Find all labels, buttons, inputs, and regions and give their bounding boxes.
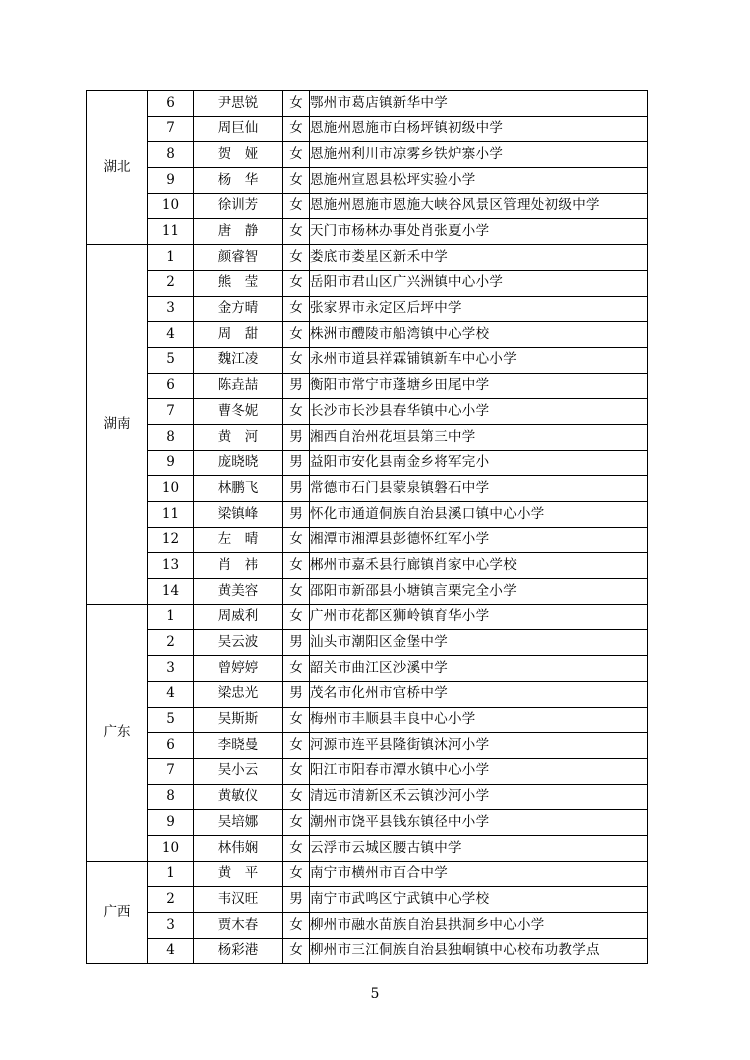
sex-cell: 女	[283, 347, 310, 373]
table-row	[87, 758, 648, 784]
school-cell: 梅州市丰顺县丰良中心小学	[310, 707, 648, 733]
school-cell: 茂名市化州市官桥中学	[310, 681, 648, 707]
school-cell: 南宁市横州市百合中学	[310, 861, 648, 887]
province-cell: 广东	[87, 604, 148, 861]
name-cell: 梁忠光	[194, 681, 283, 707]
sex-cell: 男	[283, 502, 310, 528]
table-row	[87, 553, 648, 579]
sex-cell: 女	[283, 270, 310, 296]
province-cell: 广西	[87, 861, 148, 964]
name-cell: 黄敏仪	[194, 784, 283, 810]
number-cell: 2	[148, 887, 194, 913]
number-cell: 7	[148, 758, 194, 784]
sex-cell: 女	[283, 733, 310, 759]
table-row	[87, 630, 648, 656]
school-cell: 云浮市云城区腰古镇中学	[310, 835, 648, 861]
school-cell: 恩施州恩施市恩施大峡谷风景区管理处初级中学	[310, 193, 648, 219]
number-cell: 4	[148, 938, 194, 964]
school-cell: 潮州市饶平县钱东镇径中小学	[310, 810, 648, 836]
page-number: 5	[370, 986, 380, 1002]
number-cell: 5	[148, 347, 194, 373]
sex-cell: 女	[283, 758, 310, 784]
table-row	[87, 938, 648, 964]
table-row	[87, 91, 648, 117]
school-cell: 鄂州市葛店镇新华中学	[310, 91, 648, 117]
number-cell: 5	[148, 707, 194, 733]
number-cell: 1	[148, 245, 194, 271]
table-row	[87, 527, 648, 553]
sex-cell: 男	[283, 424, 310, 450]
number-cell: 2	[148, 630, 194, 656]
name-cell: 韦汉旺	[194, 887, 283, 913]
school-cell: 韶关市曲江区沙溪中学	[310, 656, 648, 682]
sex-cell: 女	[283, 835, 310, 861]
name-cell: 徐训芳	[194, 193, 283, 219]
school-cell: 广州市花都区狮岭镇育华小学	[310, 604, 648, 630]
name-cell: 黄 平	[194, 861, 283, 887]
school-cell: 衡阳市常宁市蓬塘乡田尾中学	[310, 373, 648, 399]
school-cell: 天门市杨林办事处肖张夏小学	[310, 219, 648, 245]
school-cell: 清远市清新区禾云镇沙河小学	[310, 784, 648, 810]
school-cell: 张家界市永定区后坪中学	[310, 296, 648, 322]
school-cell: 柳州市融水苗族自治县拱洞乡中心小学	[310, 913, 648, 939]
number-cell: 3	[148, 656, 194, 682]
sex-cell: 男	[283, 681, 310, 707]
name-cell: 曾婷婷	[194, 656, 283, 682]
sex-cell: 女	[283, 296, 310, 322]
table-row	[87, 887, 648, 913]
school-cell: 恩施州宣恩县松坪实验小学	[310, 168, 648, 194]
sex-cell: 女	[283, 810, 310, 836]
sex-cell: 女	[283, 656, 310, 682]
name-cell: 吴培娜	[194, 810, 283, 836]
school-cell: 长沙市长沙县春华镇中心小学	[310, 399, 648, 425]
table-row	[87, 142, 648, 168]
sex-cell: 女	[283, 604, 310, 630]
table-row	[87, 347, 648, 373]
school-cell: 永州市道县祥霖铺镇新车中心小学	[310, 347, 648, 373]
name-cell: 林伟娴	[194, 835, 283, 861]
name-cell: 周巨仙	[194, 116, 283, 142]
table-row	[87, 784, 648, 810]
name-cell: 金方晴	[194, 296, 283, 322]
name-cell: 黄 河	[194, 424, 283, 450]
sex-cell: 女	[283, 219, 310, 245]
school-cell: 恩施州利川市凉雾乡铁炉寨小学	[310, 142, 648, 168]
sex-cell: 女	[283, 553, 310, 579]
table-row	[87, 245, 648, 271]
sex-cell: 女	[283, 142, 310, 168]
table-row	[87, 835, 648, 861]
table-row	[87, 373, 648, 399]
table-row	[87, 810, 648, 836]
number-cell: 8	[148, 142, 194, 168]
number-cell: 9	[148, 168, 194, 194]
table-row	[87, 733, 648, 759]
number-cell: 3	[148, 913, 194, 939]
name-cell: 杨彩港	[194, 938, 283, 964]
name-cell: 杨 华	[194, 168, 283, 194]
number-cell: 3	[148, 296, 194, 322]
number-cell: 7	[148, 116, 194, 142]
sex-cell: 女	[283, 579, 310, 605]
school-cell: 娄底市娄星区新禾中学	[310, 245, 648, 271]
school-cell: 柳州市三江侗族自治县独峒镇中心校布功教学点	[310, 938, 648, 964]
sex-cell: 女	[283, 784, 310, 810]
sex-cell: 女	[283, 168, 310, 194]
name-cell: 周 甜	[194, 322, 283, 348]
teacher-roster-table	[86, 90, 648, 964]
name-cell: 曹冬妮	[194, 399, 283, 425]
table-row	[87, 681, 648, 707]
sex-cell: 女	[283, 322, 310, 348]
table-row	[87, 579, 648, 605]
school-cell: 株洲市醴陵市船湾镇中心学校	[310, 322, 648, 348]
table-row	[87, 270, 648, 296]
number-cell: 6	[148, 373, 194, 399]
number-cell: 6	[148, 91, 194, 117]
sex-cell: 女	[283, 913, 310, 939]
sex-cell: 女	[283, 861, 310, 887]
sex-cell: 女	[283, 527, 310, 553]
name-cell: 贺 娅	[194, 142, 283, 168]
table-row	[87, 913, 648, 939]
name-cell: 魏江凌	[194, 347, 283, 373]
province-cell: 湖南	[87, 245, 148, 605]
number-cell: 11	[148, 219, 194, 245]
name-cell: 陈垚喆	[194, 373, 283, 399]
sex-cell: 男	[283, 630, 310, 656]
table-row	[87, 450, 648, 476]
table-row	[87, 476, 648, 502]
school-cell: 汕头市潮阳区金堡中学	[310, 630, 648, 656]
sex-cell: 女	[283, 399, 310, 425]
table-row	[87, 707, 648, 733]
table-row	[87, 168, 648, 194]
table-row	[87, 193, 648, 219]
sex-cell: 女	[283, 245, 310, 271]
name-cell: 梁镇峰	[194, 502, 283, 528]
school-cell: 南宁市武鸣区宁武镇中心学校	[310, 887, 648, 913]
sex-cell: 男	[283, 450, 310, 476]
school-cell: 益阳市安化县南金乡将军完小	[310, 450, 648, 476]
number-cell: 7	[148, 399, 194, 425]
number-cell: 13	[148, 553, 194, 579]
number-cell: 10	[148, 193, 194, 219]
sex-cell: 女	[283, 193, 310, 219]
number-cell: 4	[148, 322, 194, 348]
province-cell: 湖北	[87, 91, 148, 245]
name-cell: 周威利	[194, 604, 283, 630]
sex-cell: 女	[283, 707, 310, 733]
name-cell: 尹思锐	[194, 91, 283, 117]
name-cell: 左 晴	[194, 527, 283, 553]
number-cell: 9	[148, 450, 194, 476]
school-cell: 岳阳市君山区广兴洲镇中心小学	[310, 270, 648, 296]
table-row	[87, 424, 648, 450]
table-row	[87, 116, 648, 142]
name-cell: 吴云波	[194, 630, 283, 656]
table-row	[87, 861, 648, 887]
sex-cell: 女	[283, 938, 310, 964]
school-cell: 邵阳市新邵县小塘镇言栗完全小学	[310, 579, 648, 605]
name-cell: 肖 祎	[194, 553, 283, 579]
school-cell: 常德市石门县蒙泉镇磐石中学	[310, 476, 648, 502]
school-cell: 湘潭市湘潭县彭德怀红军小学	[310, 527, 648, 553]
table-row	[87, 219, 648, 245]
table-row	[87, 322, 648, 348]
number-cell: 8	[148, 424, 194, 450]
sex-cell: 男	[283, 476, 310, 502]
table-row	[87, 656, 648, 682]
table-row	[87, 296, 648, 322]
school-cell: 河源市连平县隆街镇沐河小学	[310, 733, 648, 759]
number-cell: 2	[148, 270, 194, 296]
sex-cell: 男	[283, 887, 310, 913]
number-cell: 1	[148, 861, 194, 887]
number-cell: 6	[148, 733, 194, 759]
name-cell: 吴斯斯	[194, 707, 283, 733]
table-row	[87, 502, 648, 528]
number-cell: 11	[148, 502, 194, 528]
number-cell: 4	[148, 681, 194, 707]
name-cell: 黄美容	[194, 579, 283, 605]
table-row	[87, 399, 648, 425]
name-cell: 李晓曼	[194, 733, 283, 759]
name-cell: 林鹏飞	[194, 476, 283, 502]
school-cell: 恩施州恩施市白杨坪镇初级中学	[310, 116, 648, 142]
number-cell: 12	[148, 527, 194, 553]
name-cell: 吴小云	[194, 758, 283, 784]
number-cell: 14	[148, 579, 194, 605]
name-cell: 贾木春	[194, 913, 283, 939]
number-cell: 10	[148, 835, 194, 861]
school-cell: 郴州市嘉禾县行廊镇肖家中心学校	[310, 553, 648, 579]
school-cell: 怀化市通道侗族自治县溪口镇中心小学	[310, 502, 648, 528]
sex-cell: 女	[283, 116, 310, 142]
roster-body	[87, 91, 648, 964]
number-cell: 8	[148, 784, 194, 810]
number-cell: 10	[148, 476, 194, 502]
name-cell: 熊 莹	[194, 270, 283, 296]
number-cell: 1	[148, 604, 194, 630]
school-cell: 阳江市阳春市潭水镇中心小学	[310, 758, 648, 784]
school-cell: 湘西自治州花垣县第三中学	[310, 424, 648, 450]
table-row	[87, 604, 648, 630]
name-cell: 庞晓晓	[194, 450, 283, 476]
name-cell: 颜睿智	[194, 245, 283, 271]
sex-cell: 男	[283, 373, 310, 399]
sex-cell: 女	[283, 91, 310, 117]
name-cell: 唐 静	[194, 219, 283, 245]
number-cell: 9	[148, 810, 194, 836]
